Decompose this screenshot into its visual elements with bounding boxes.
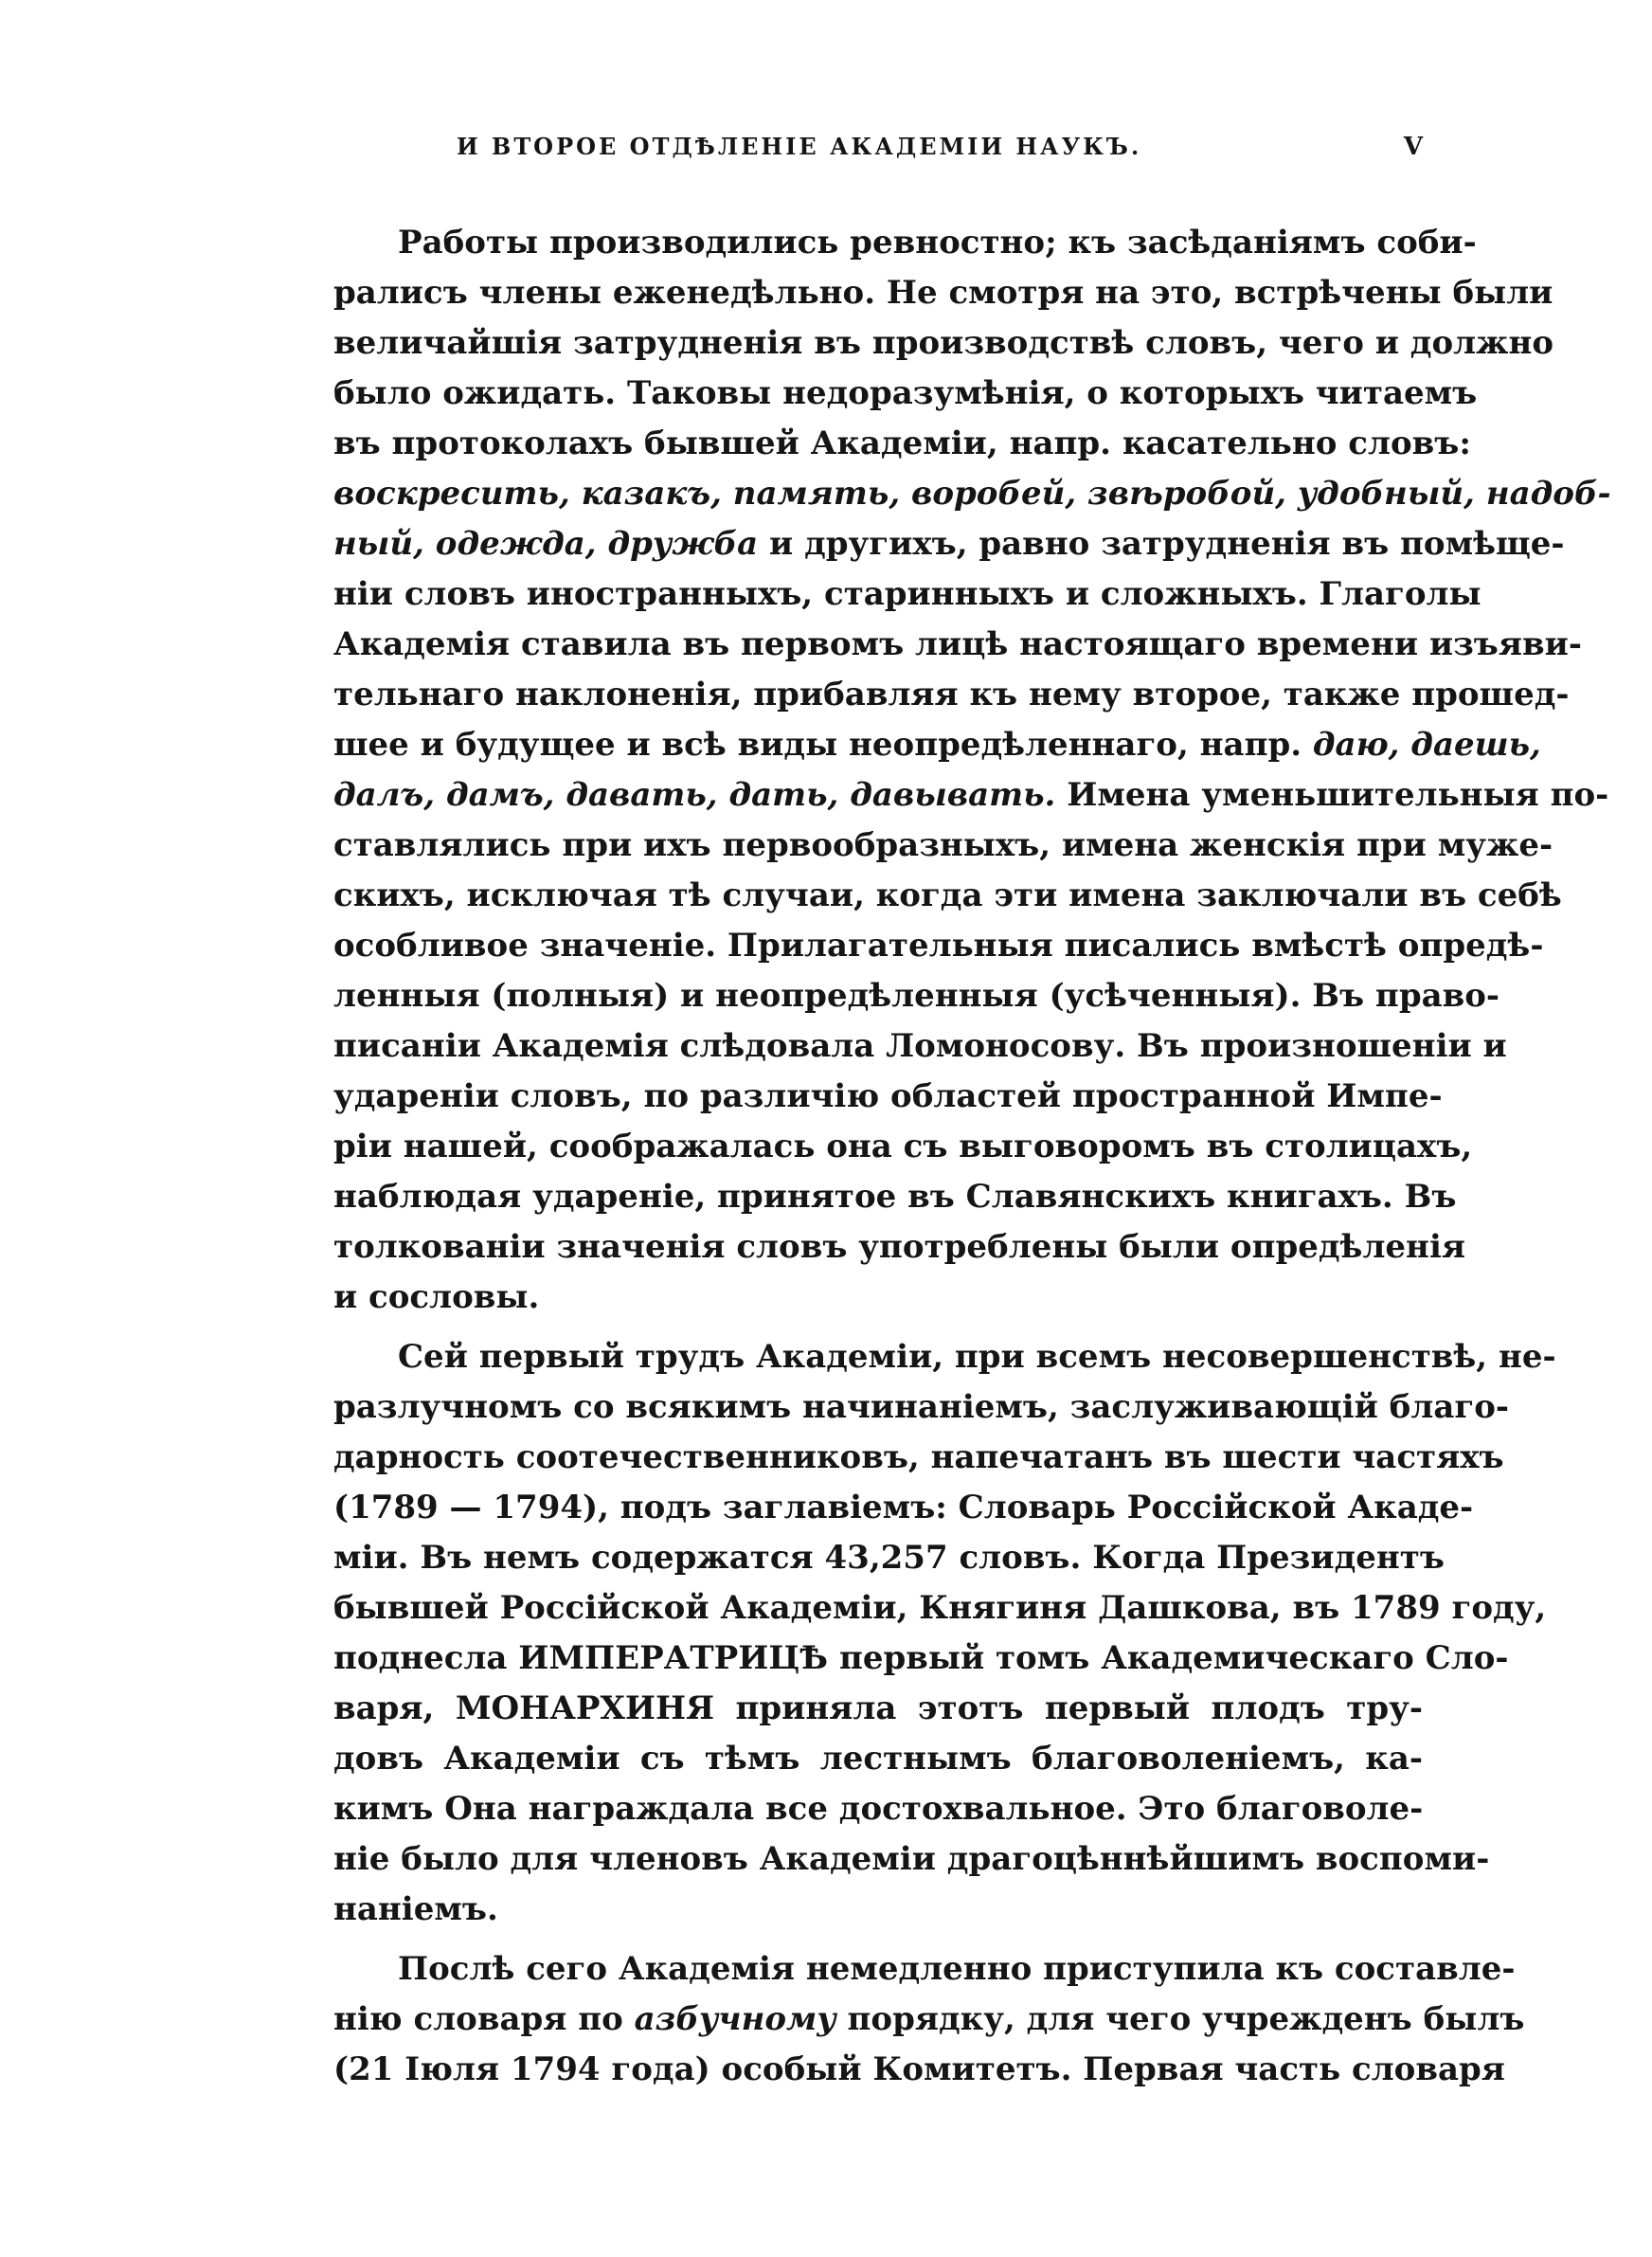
italic-term: азбучному (634, 2000, 836, 2038)
text-line: толкованіи значенія словъ употреблены были опредѣленія (333, 1228, 1465, 1266)
text-line: дарность соотечественниковъ, напечатанъ въ шести частяхъ (333, 1438, 1504, 1476)
text-line: поднесла ИМПЕРАТРИЦѢ первый томъ Академическаго Сло- (333, 1639, 1509, 1677)
paragraph (333, 1944, 1525, 2095)
text-line: удареніи словъ, по различію областей пространной Импе- (333, 1077, 1443, 1115)
text-line: ный, одежда, дружба и другихъ, равно затрудненія въ помѣще- (333, 525, 1565, 563)
text-line: варя, МОНАРХИНЯ приняла этотъ первый плодъ тру- (333, 1689, 1423, 1727)
text-line: наблюдая удареніе, принятое въ Славянскихъ книгахъ. Въ (333, 1178, 1457, 1216)
running-head (333, 133, 1423, 171)
text-line: Академія ставила въ первомъ лицѣ настоящаго времени изъяви- (333, 625, 1582, 663)
text-line: довъ Академіи съ тѣмъ лестнымъ благоволеніемъ, ка- (333, 1740, 1423, 1778)
italic-term: воскресить, казакъ, память, воробей, звѣробой, удобный, надоб- (333, 475, 1611, 513)
paragraph-gap (333, 1323, 1423, 1332)
text-line: разлучномъ со всякимъ начинаніемъ, заслуживающій благо- (333, 1388, 1509, 1426)
text-line (333, 469, 1611, 519)
text-line: наніемъ. (333, 1890, 498, 1928)
text-line: ралисъ члены еженедѣльно. Не смотря на это, встрѣчены были (333, 274, 1553, 312)
text-line: было ожидать. Таковы недоразумѣнія, о которыхъ читаемъ (333, 374, 1478, 412)
text-line: міи. Въ немъ содержатся 43,257 словъ. Когда Президентъ (333, 1539, 1445, 1577)
text-line: скихъ, исключая тѣ случаи, когда эти имена заключали въ себѣ (333, 876, 1562, 914)
italic-term: ный, одежда, дружба (333, 525, 759, 563)
text-line: (1789 — 1794), подъ заглавіемъ: Словарь Россійской Акаде- (333, 1489, 1474, 1526)
text-line: ріи нашей, соображалась она съ выговоромъ въ столицахъ, (333, 1128, 1473, 1165)
page-number: V (1403, 133, 1423, 161)
text-line: ленныя (полныя) и неопредѣленныя (усѣченныя). Въ право- (333, 977, 1500, 1015)
text-line: и сословы. (333, 1278, 540, 1316)
text-line: Работы производились ревностно; къ засѣданіямъ соби- (333, 224, 1477, 262)
text-line: далъ, дамъ, давать, дать, давывать. Имена уменьшительныя по- (333, 776, 1609, 814)
text-line: кимъ Она награждала все достохвальное. Это благоволе- (333, 1790, 1424, 1828)
text-line: нію словаря по азбучному порядку, для чего учрежденъ былъ (333, 2000, 1525, 2038)
text-line: въ протоколахъ бывшей Академіи, напр. касательно словъ: (333, 424, 1471, 462)
italic-term: далъ, дамъ, давать, дать, давывать. (333, 776, 1056, 814)
text-line: Послѣ сего Академія немедленно приступила къ составле- (333, 1950, 1516, 1988)
text-line: писаніи Академія слѣдовала Ломоносову. Въ произношеніи и (333, 1027, 1507, 1065)
paragraph (333, 1332, 1556, 1935)
text-line: ставлялись при ихъ первообразныхъ, имена женскія при муже- (333, 826, 1553, 864)
body-text (333, 218, 1611, 2095)
text-line: Сей первый трудъ Академіи, при всемъ несовершенствѣ, не- (333, 1338, 1556, 1376)
text-line: бывшей Россійской Академіи, Княгиня Дашкова, въ 1789 году, (333, 1589, 1547, 1627)
text-line: величайшія затрудненія въ производствѣ словъ, чего и должно (333, 324, 1554, 362)
text-line: шее и будущее и всѣ виды неопредѣленнаго, напр. даю, даешь, (333, 726, 1541, 764)
text-line: тельнаго наклоненія, прибавляя къ нему второе, также прошед- (333, 676, 1570, 713)
running-title: И ВТОРОЕ ОТДѢЛЕНІЕ АКАДЕМІИ НАУКЪ. (457, 133, 1142, 160)
text-line: особливое значеніе. Прилагательныя писались вмѣстѣ опредѣ- (333, 927, 1544, 965)
text-line: ніе было для членовъ Академіи драгоцѣннѣйшимъ воспоми- (333, 1840, 1490, 1878)
paragraph-gap (333, 1935, 1423, 1944)
text-line: (21 Іюля 1794 года) особый Комитетъ. Первая часть словаря (333, 2050, 1505, 2088)
text-line: ніи словъ иностранныхъ, старинныхъ и сложныхъ. Глаголы (333, 575, 1481, 613)
paragraph (333, 218, 1611, 1323)
italic-term: даю, даешь, (1312, 726, 1541, 764)
